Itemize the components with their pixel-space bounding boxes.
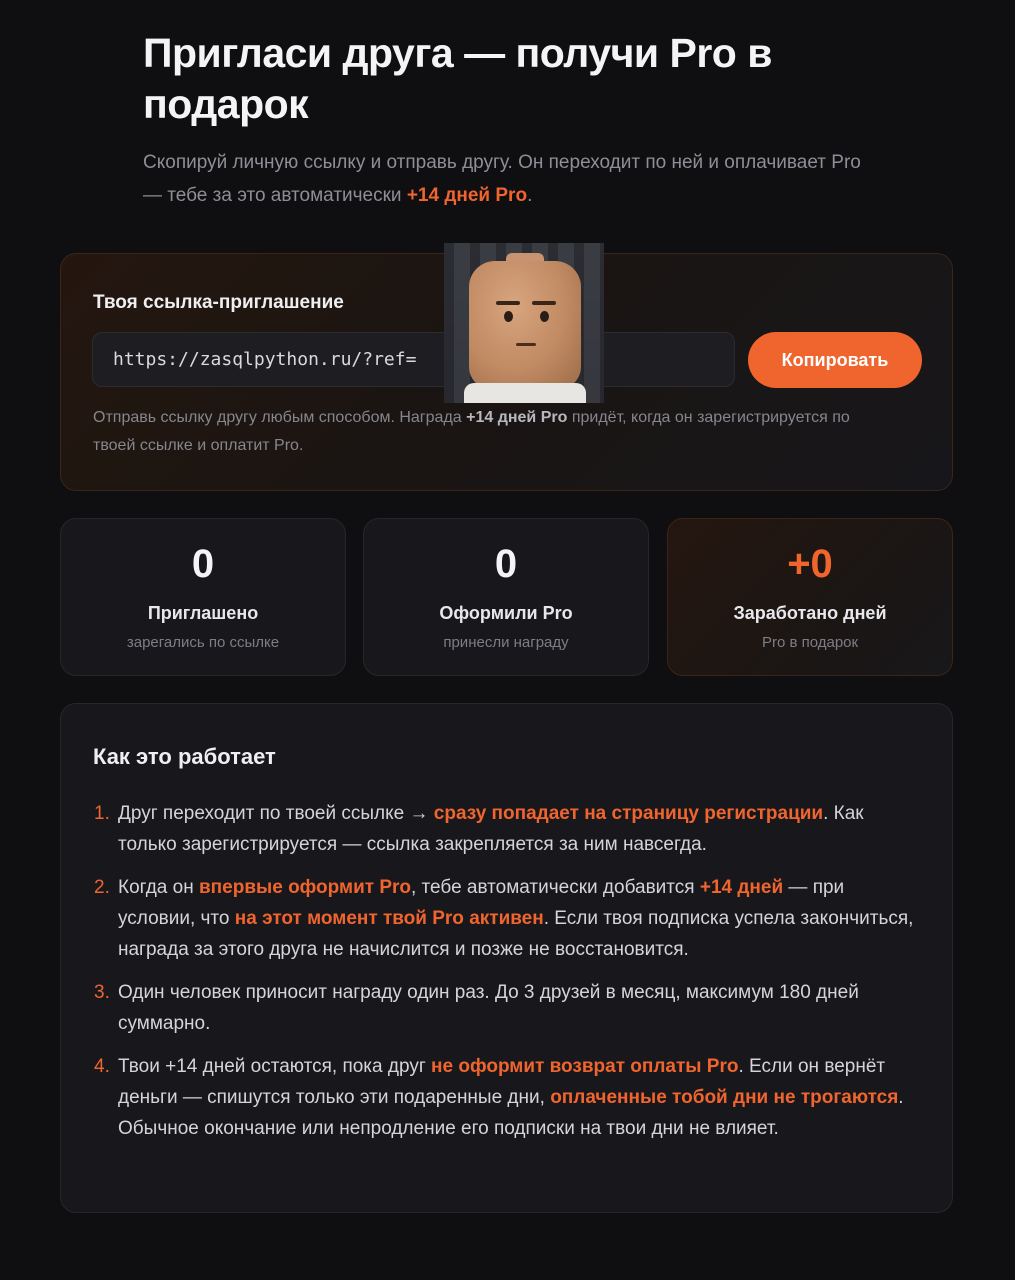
page-description bbox=[143, 146, 883, 212]
stat-label: Приглашено bbox=[147, 603, 259, 623]
step-text: Когда он bbox=[118, 877, 199, 898]
avatar-mouth bbox=[516, 343, 536, 346]
stat-value: 0 bbox=[191, 542, 215, 586]
step-text: . Если он вернёт деньги — спишутся только эти подаренные дни, bbox=[118, 1056, 886, 1108]
stat-earned-days bbox=[667, 518, 953, 676]
step-number: 2. bbox=[94, 877, 110, 898]
step-highlight: не оформит возврат оплаты Pro bbox=[431, 1056, 739, 1077]
how-step-1 bbox=[93, 798, 923, 860]
step-text: . Как только зарегистрируется — ссылка закрепляется за ним навсегда. bbox=[118, 803, 864, 855]
hero bbox=[143, 28, 883, 212]
copy-button[interactable]: Копировать bbox=[748, 332, 922, 388]
page-title: Пригласи друга — получи Pro в подарок bbox=[143, 30, 772, 127]
step-highlight: сразу попадает на страницу регистрации bbox=[433, 803, 824, 824]
invite-title: Твоя ссылка-приглашение bbox=[93, 292, 344, 313]
step-highlight: впервые оформит Pro bbox=[198, 877, 411, 898]
stat-invited bbox=[60, 518, 346, 676]
desc-text-2: . bbox=[527, 185, 533, 206]
avatar-brow-left bbox=[496, 301, 520, 305]
stat-sub: Pro в подарок bbox=[761, 634, 859, 651]
step-text: Твои +14 дней остаются, пока друг bbox=[118, 1056, 432, 1077]
invite-link-field[interactable]: https://zasqlpython.ru/?ref= bbox=[92, 332, 735, 387]
stat-label: Заработано дней bbox=[733, 603, 887, 623]
how-it-works-steps bbox=[93, 798, 923, 1156]
stat-value: 0 bbox=[494, 542, 518, 586]
step-number: 3. bbox=[94, 982, 110, 1003]
stat-label: Оформили Pro bbox=[439, 603, 573, 623]
step-number: 1. bbox=[94, 803, 110, 824]
how-it-works-title: Как это работает bbox=[93, 744, 276, 769]
step-highlight: оплаченные тобой дни не трогаются bbox=[550, 1087, 899, 1108]
step-text: . Обычное окончание или непродление его подписки на твои дни не влияет. bbox=[118, 1087, 904, 1139]
invite-note-bold: +14 дней Pro bbox=[466, 409, 568, 426]
step-highlight: на этот момент твой Pro активен bbox=[234, 908, 544, 929]
avatar-eye-right bbox=[540, 311, 549, 322]
lego-minifigure-avatar-icon bbox=[444, 243, 604, 403]
stat-value: +0 bbox=[787, 542, 833, 586]
step-text: Друг переходит по твоей ссылке → bbox=[118, 803, 434, 824]
stat-sub: принесли награду bbox=[443, 634, 569, 651]
stat-subscribed bbox=[363, 518, 649, 676]
avatar-shirt bbox=[464, 383, 586, 403]
invite-note-text-2: придёт, когда он зарегистрируется по твоей ссылке и оплатит Pro. bbox=[93, 409, 850, 454]
desc-reward-accent: +14 дней Pro bbox=[406, 185, 528, 206]
how-it-works-card bbox=[60, 703, 953, 1213]
step-text: — при условии, что bbox=[118, 877, 845, 929]
step-text: , тебе автоматически добавится bbox=[411, 877, 700, 898]
avatar-eye-left bbox=[504, 311, 513, 322]
step-number: 4. bbox=[94, 1056, 110, 1077]
invite-note bbox=[93, 404, 853, 460]
avatar-brow-right bbox=[532, 301, 556, 305]
avatar-head bbox=[469, 261, 581, 389]
how-step-4 bbox=[93, 1051, 923, 1144]
step-text: Один человек приносит награду один раз. До 3 друзей в месяц, максимум 180 дней суммарно. bbox=[118, 982, 859, 1034]
desc-text-1: Скопируй личную ссылку и отправь другу. Он переходит по ней и оплачивает Pro — тебе за это автоматически bbox=[143, 152, 861, 206]
step-highlight: +14 дней bbox=[699, 877, 784, 898]
how-step-3 bbox=[93, 977, 923, 1039]
step-text: . Если твоя подписка успела закончиться, награда за этого друга не начислится и позже не восстановится. bbox=[118, 908, 914, 960]
stat-sub: зарегались по ссылке bbox=[126, 634, 280, 651]
invite-note-text-1: Отправь ссылку другу любым способом. Награда bbox=[93, 409, 467, 426]
how-step-2 bbox=[93, 872, 923, 965]
